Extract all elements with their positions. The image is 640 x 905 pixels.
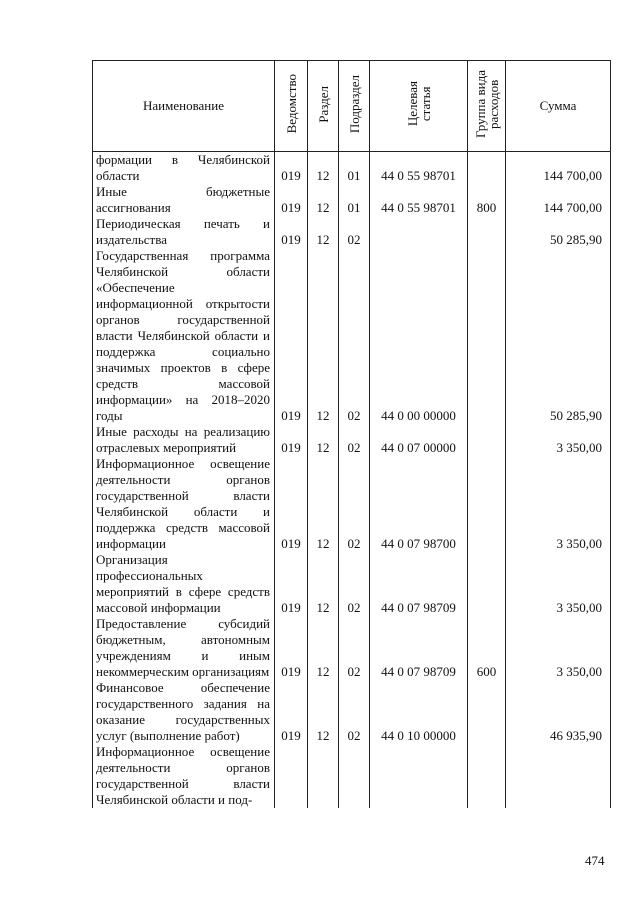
row-vedomstvo: 019 (275, 616, 308, 680)
row-summa: 50 285,90 (506, 248, 611, 424)
table-row (93, 152, 611, 185)
row-celevaya: 44 0 07 00000 (370, 424, 468, 456)
row-gruppa (468, 680, 506, 744)
row-razdel: 12 (308, 216, 339, 248)
row-podrazdel: 02 (339, 552, 370, 616)
row-podrazdel (339, 744, 370, 808)
table-row (93, 680, 611, 744)
row-razdel: 12 (308, 152, 339, 185)
row-vedomstvo: 019 (275, 216, 308, 248)
row-celevaya: 44 0 07 98709 (370, 552, 468, 616)
row-summa: 46 935,90 (506, 680, 611, 744)
row-gruppa (468, 216, 506, 248)
header-vedomstvo: Ведомство (275, 61, 308, 152)
row-gruppa: 800 (468, 184, 506, 216)
table-row (93, 184, 611, 216)
page-number: 474 (585, 853, 605, 868)
row-vedomstvo: 019 (275, 152, 308, 185)
row-razdel: 12 (308, 424, 339, 456)
row-razdel (308, 744, 339, 808)
row-vedomstvo (275, 744, 308, 808)
row-celevaya: 44 0 07 98700 (370, 456, 468, 552)
row-celevaya: 44 0 07 98709 (370, 616, 468, 680)
row-name: Финансовое обеспечение государственного задания на оказание государственных услуг (выполнение работ) (93, 680, 275, 744)
row-podrazdel: 02 (339, 216, 370, 248)
row-name: Информационное освещение деятельности органов государственной власти Челябинской области и под- (93, 744, 275, 808)
row-razdel: 12 (308, 616, 339, 680)
row-summa: 144 700,00 (506, 184, 611, 216)
row-podrazdel: 02 (339, 424, 370, 456)
row-vedomstvo: 019 (275, 456, 308, 552)
table-row (93, 456, 611, 552)
header-podrazdel: Подраздел (339, 61, 370, 152)
table-row (93, 216, 611, 248)
row-name: Организация профессиональных мероприятий в сфере средств массовой информации (93, 552, 275, 616)
row-celevaya (370, 744, 468, 808)
row-razdel: 12 (308, 184, 339, 216)
table-row (93, 744, 611, 808)
row-name: Информационное освещение деятельности органов государственной власти Челябинской области и поддержка средств массовой информации (93, 456, 275, 552)
row-summa: 3 350,00 (506, 456, 611, 552)
table-row (93, 424, 611, 456)
row-name: Иные бюджетные ассигнования (93, 184, 275, 216)
row-podrazdel: 01 (339, 152, 370, 185)
table-row (93, 552, 611, 616)
row-summa: 50 285,90 (506, 216, 611, 248)
row-gruppa (468, 248, 506, 424)
row-vedomstvo: 019 (275, 184, 308, 216)
row-celevaya: 44 0 00 00000 (370, 248, 468, 424)
row-summa: 3 350,00 (506, 424, 611, 456)
row-summa: 144 700,00 (506, 152, 611, 185)
table-row (93, 248, 611, 424)
row-podrazdel: 02 (339, 616, 370, 680)
header-name: Наименование (93, 61, 275, 152)
row-vedomstvo: 019 (275, 424, 308, 456)
row-gruppa (468, 424, 506, 456)
row-name: Иные расходы на реализацию отраслевых мероприятий (93, 424, 275, 456)
row-razdel: 12 (308, 680, 339, 744)
row-celevaya: 44 0 10 00000 (370, 680, 468, 744)
table-row (93, 616, 611, 680)
row-name: формации в Челябинской области (93, 152, 275, 185)
row-razdel: 12 (308, 552, 339, 616)
row-summa (506, 744, 611, 808)
row-vedomstvo: 019 (275, 680, 308, 744)
row-summa: 3 350,00 (506, 552, 611, 616)
header-gruppa: Группа вида расходов (468, 61, 506, 152)
row-vedomstvo: 019 (275, 248, 308, 424)
row-gruppa (468, 744, 506, 808)
row-podrazdel: 02 (339, 680, 370, 744)
row-podrazdel: 02 (339, 248, 370, 424)
table-body (93, 152, 611, 809)
row-vedomstvo: 019 (275, 552, 308, 616)
row-gruppa (468, 552, 506, 616)
row-name: Предоставление субсидий бюджетным, автономным учреждениям и иным некоммерческим организациям (93, 616, 275, 680)
row-razdel: 12 (308, 248, 339, 424)
row-gruppa: 600 (468, 616, 506, 680)
row-celevaya (370, 216, 468, 248)
budget-table (92, 60, 611, 808)
row-celevaya: 44 0 55 98701 (370, 184, 468, 216)
row-gruppa (468, 152, 506, 185)
table-header-row (93, 61, 611, 152)
row-gruppa (468, 456, 506, 552)
header-summa: Сумма (506, 61, 611, 152)
row-podrazdel: 02 (339, 456, 370, 552)
header-razdel: Раздел (308, 61, 339, 152)
row-razdel: 12 (308, 456, 339, 552)
header-celevaya: Целевая статья (370, 61, 468, 152)
row-name: Государственная программа Челябинской области «Обеспечение информационной открытости органов государственной власти Челябинской области и поддержка социально значимых проектов в сфере средств массовой информации» на 2018–2020 годы (93, 248, 275, 424)
row-celevaya: 44 0 55 98701 (370, 152, 468, 185)
row-summa: 3 350,00 (506, 616, 611, 680)
row-name: Периодическая печать и издательства (93, 216, 275, 248)
row-podrazdel: 01 (339, 184, 370, 216)
